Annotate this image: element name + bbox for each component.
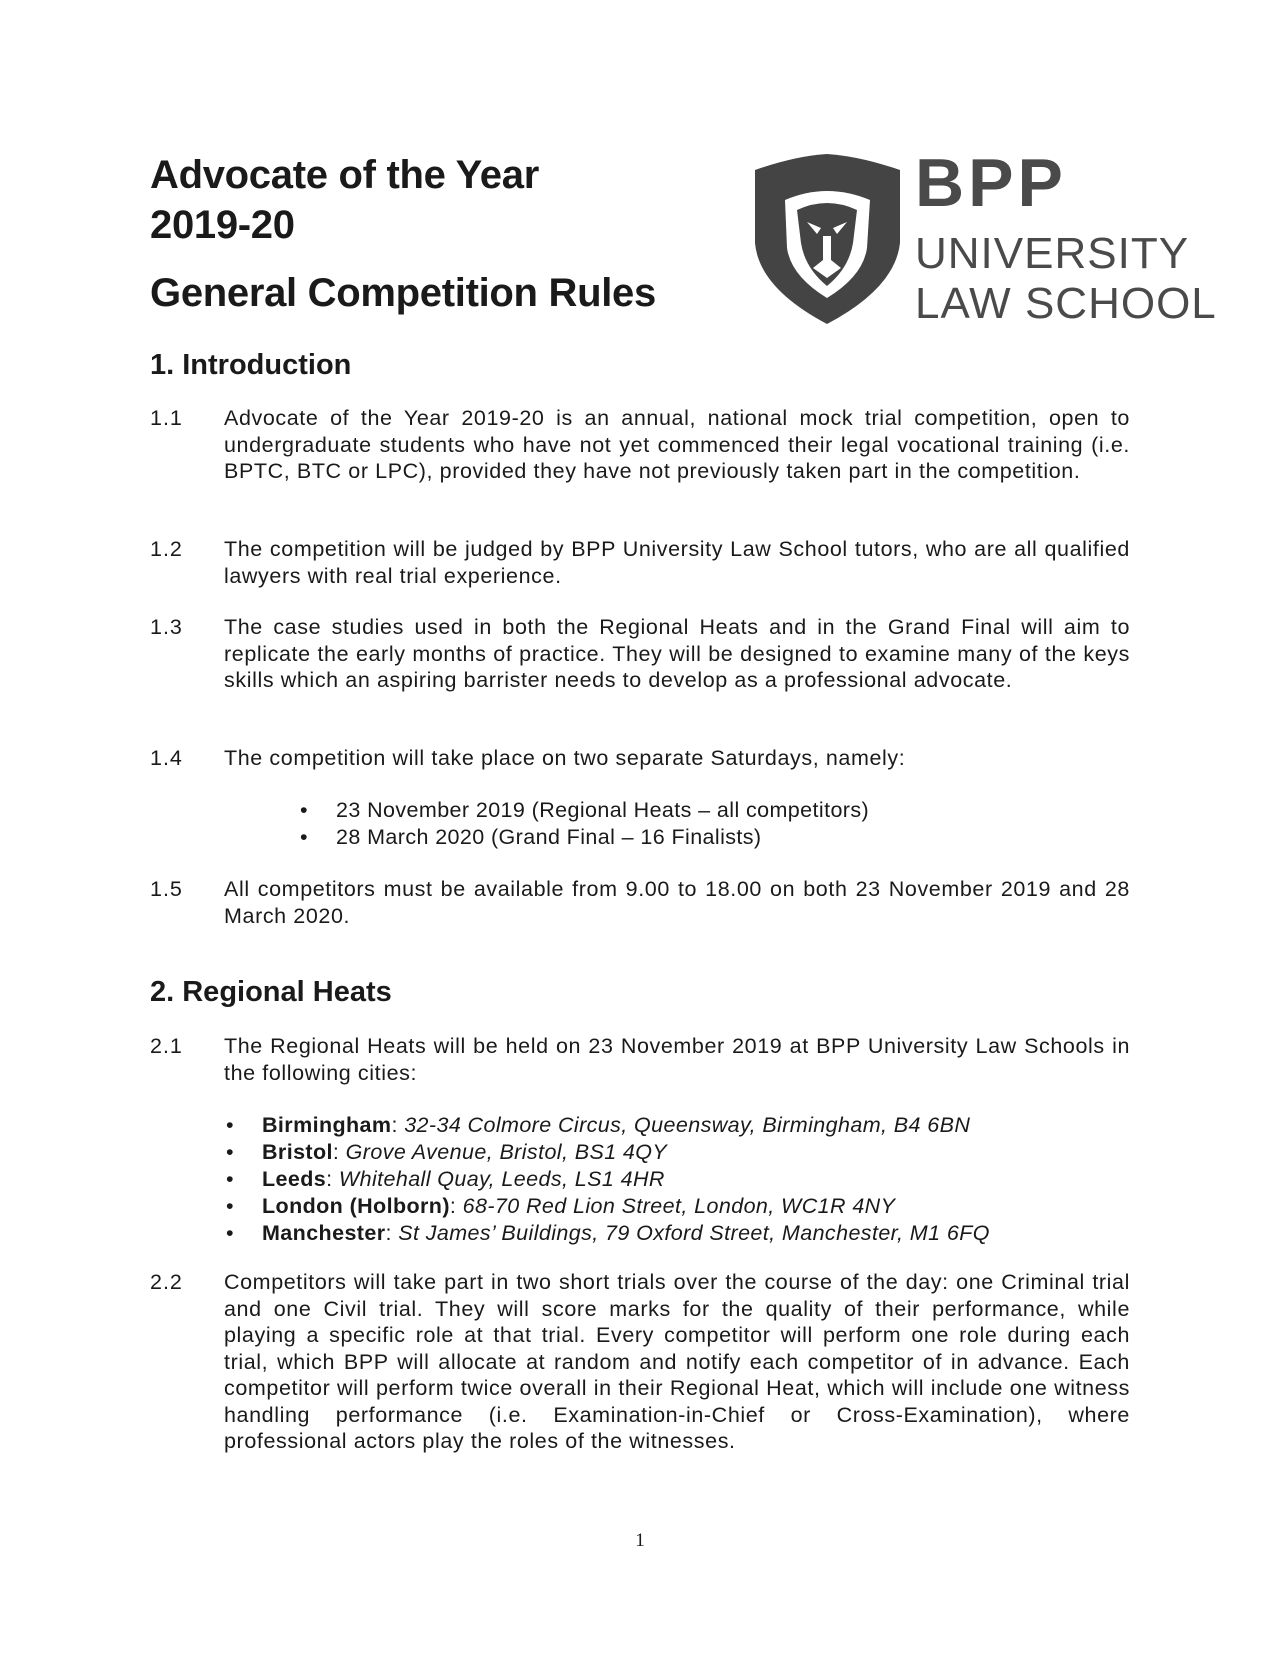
logo-text-university: UNIVERSITY (915, 229, 1190, 278)
paragraph-text: The case studies used in both the Regional Heats and in the Grand Final will aim to replicate the early months of practice. They will be designed to examine many of the keys skills which an aspiring barrister needs to develop as a professional advocate. (224, 615, 1130, 692)
bullet-icon: • (226, 1113, 234, 1137)
paragraph-number: 2.2 (150, 1270, 183, 1294)
page-number: 1 (635, 1530, 645, 1551)
date-text: 23 November 2019 (Regional Heats – all competitors) (336, 798, 870, 822)
document-subtitle: General Competition Rules (150, 271, 656, 315)
paragraph-2-1 (150, 1033, 1130, 1086)
list-item (300, 797, 869, 824)
title-line-2: 2019-20 (150, 203, 295, 247)
list-item: • Birmingham: 32-34 Colmore Circus, Queensway, Birmingham, B4 6BN (226, 1113, 971, 1137)
paragraph-text: Advocate of the Year 2019-20 is an annual, national mock trial competition, open to undergraduate students who have not yet commenced their legal vocational training (i.e. BPTC, BTC or LPC), provided they have not previously taken part in the competition. (224, 406, 1130, 483)
bpp-logo (745, 145, 1235, 328)
list-item: • Manchester: St James’ Buildings, 79 Oxford Street, Manchester, M1 6FQ (226, 1221, 990, 1245)
paragraph-text: All competitors must be available from 9.00 to 18.00 on both 23 November 2019 and 28 March 2020. (224, 877, 1130, 928)
lion-shield-icon (745, 148, 910, 328)
bullet-icon: • (226, 1221, 234, 1245)
city-name: Manchester (262, 1221, 386, 1245)
bullet-icon: • (300, 798, 308, 822)
paragraph-text: The Regional Heats will be held on 23 November 2019 at BPP University Law Schools in the following cities: (224, 1034, 1130, 1085)
venues-list (226, 1112, 990, 1247)
list-item: • Bristol: Grove Avenue, Bristol, BS1 4QY (226, 1140, 668, 1164)
city-name: London (Holborn) (262, 1194, 450, 1218)
logo-text-law-school: LAW SCHOOL (915, 279, 1217, 328)
list-item (300, 824, 869, 851)
paragraph-1-3 (150, 614, 1130, 694)
city-name: Leeds (262, 1167, 327, 1191)
document-title (150, 150, 539, 250)
paragraph-number: 2.1 (150, 1034, 183, 1058)
competition-dates-list (300, 797, 869, 851)
date-text: 28 March 2020 (Grand Final – 16 Finalists) (336, 825, 762, 849)
list-item: • Leeds: Whitehall Quay, Leeds, LS1 4HR (226, 1167, 665, 1191)
paragraph-number: 1.3 (150, 615, 183, 639)
city-name: Birmingham (262, 1113, 392, 1137)
bullet-icon: • (300, 825, 308, 849)
paragraph-1-5 (150, 876, 1130, 929)
paragraph-1-2 (150, 536, 1130, 589)
city-address: 32-34 Colmore Circus, Queensway, Birmingham, B4 6BN (404, 1113, 971, 1137)
paragraph-2-2 (150, 1269, 1130, 1455)
bullet-icon: • (226, 1194, 234, 1218)
bullet-icon: • (226, 1140, 234, 1164)
city-address: St James’ Buildings, 79 Oxford Street, Manchester, M1 6FQ (398, 1221, 990, 1245)
logo-text-bpp: BPP (915, 145, 1067, 221)
paragraph-1-4 (150, 745, 1130, 772)
bullet-icon: • (226, 1167, 234, 1191)
paragraph-number: 1.2 (150, 537, 183, 561)
list-item: • London (Holborn): 68-70 Red Lion Street, London, WC1R 4NY (226, 1194, 896, 1218)
paragraph-number: 1.4 (150, 746, 183, 770)
section-heading-regional-heats: 2. Regional Heats (150, 976, 392, 1008)
section-heading-introduction: 1. Introduction (150, 349, 352, 381)
title-line-1: Advocate of the Year (150, 153, 539, 197)
paragraph-text: The competition will take place on two separate Saturdays, namely: (224, 746, 906, 770)
paragraph-number: 1.5 (150, 877, 183, 901)
city-address: Grove Avenue, Bristol, BS1 4QY (345, 1140, 668, 1164)
city-address: Whitehall Quay, Leeds, LS1 4HR (338, 1167, 665, 1191)
city-address: 68-70 Red Lion Street, London, WC1R 4NY (462, 1194, 896, 1218)
paragraph-text: Competitors will take part in two short trials over the course of the day: one Criminal trial and one Civil trial. They will score marks for the quality of their performance, while playing a specific role at that trial. Every competitor will perform one role during each trial, which BPP will allocate at random and notify each competitor of in advance. Each competitor will perform twice overall in their Regional Heat, which will include one witness handling performance (i.e. Examination-in-Chief or Cross-Examination), where professional actors play the roles of the witnesses. (224, 1270, 1130, 1453)
paragraph-1-1 (150, 405, 1130, 485)
paragraph-number: 1.1 (150, 406, 183, 430)
city-name: Bristol (262, 1140, 333, 1164)
paragraph-text: The competition will be judged by BPP University Law School tutors, who are all qualified lawyers with real trial experience. (224, 537, 1130, 588)
